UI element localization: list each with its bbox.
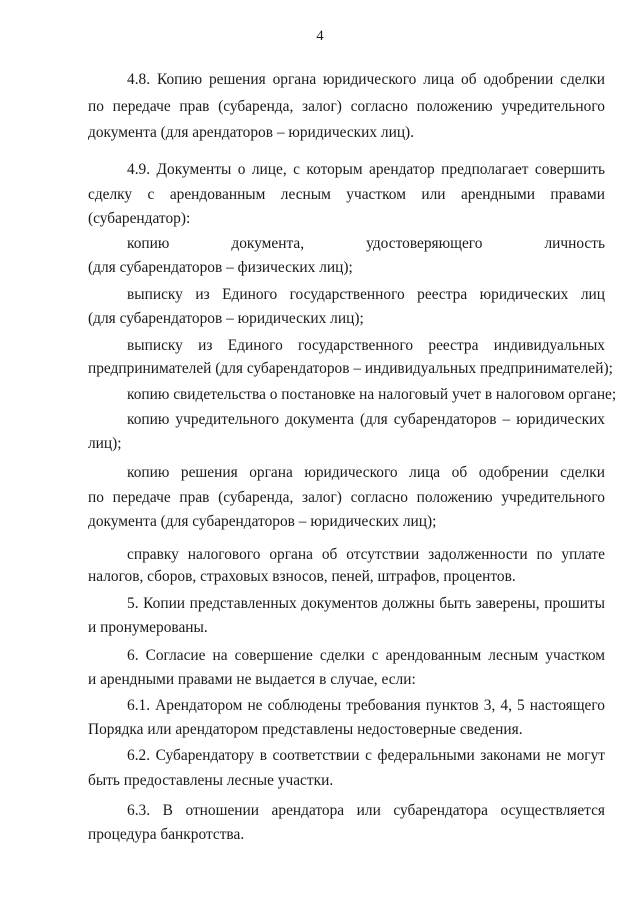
page-number: 4 xyxy=(316,28,324,44)
clause-4-8-line: 4.8. Копию решения органа юридического лица об одобрении сделки xyxy=(127,71,605,88)
clause-4-9-line: сделку с арендованным лесным участком или арендными правами xyxy=(88,186,605,203)
clause-6-line: и арендными правами не выдается в случае, если: xyxy=(88,671,416,688)
list-item-line: налогов, сборов, страховых взносов, пеней, штрафов, процентов. xyxy=(88,568,516,585)
clause-4-8-line: по передаче прав (субаренда, залог) согласно положению учредительного xyxy=(88,98,605,115)
clause-5-line: 5. Копии представленных документов должны быть заверены, прошиты xyxy=(127,595,605,612)
clause-6-3-line: 6.3. В отношении арендатора или субарендатора осуществляется xyxy=(127,802,605,819)
clause-4-9-line: 4.9. Документы о лице, с которым арендатор предполагает совершить xyxy=(127,161,605,178)
list-item-line: копию свидетельства о постановке на налоговый учет в налоговом органе; xyxy=(127,386,617,403)
list-item-line: (для субарендаторов – физических лиц); xyxy=(88,259,353,276)
clause-5-line: и пронумерованы. xyxy=(88,619,208,636)
clause-6-1-line: 6.1. Арендатором не соблюдены требования пунктов 3, 4, 5 настоящего xyxy=(127,697,605,714)
clause-4-8-line: документа (для арендаторов – юридических лиц). xyxy=(88,124,415,141)
list-item-line: предпринимателей (для субарендаторов – индивидуальных предпринимателей); xyxy=(88,360,613,377)
clause-6-2-line: 6.2. Субарендатору в соответствии с федеральными законами не могут xyxy=(127,747,605,764)
list-item-line: лиц); xyxy=(88,435,122,452)
clause-6-3-line: процедура банкротства. xyxy=(88,826,245,843)
list-item-line: по передаче прав (субаренда, залог) согласно положению учредительного xyxy=(88,489,605,506)
list-item-line: копию учредительного документа (для субарендаторов – юридических xyxy=(127,411,605,428)
clause-6-1-line: Порядка или арендатором представлены недостоверные сведения. xyxy=(88,721,523,738)
clause-4-9-line: (субарендатор): xyxy=(88,210,191,227)
list-item-line: копию решения органа юридического лица об одобрении сделки xyxy=(127,464,605,481)
clause-6-line: 6. Согласие на совершение сделки с арендованным лесным участком xyxy=(127,647,605,664)
list-item-line: справку налогового органа об отсутствии задолженности по уплате xyxy=(127,546,605,563)
list-item-line: выписку из Единого государственного реестра юридических лиц xyxy=(127,286,605,303)
list-item-line: выписку из Единого государственного реестра индивидуальных xyxy=(127,337,605,354)
clause-6-2-line: быть предоставлены лесные участки. xyxy=(88,772,334,789)
list-item-line: документа (для субарендаторов – юридических лиц); xyxy=(88,513,437,530)
list-item-line: (для субарендаторов – юридических лиц); xyxy=(88,310,364,327)
list-item-line: копию документа, удостоверяющего личность xyxy=(127,235,605,252)
